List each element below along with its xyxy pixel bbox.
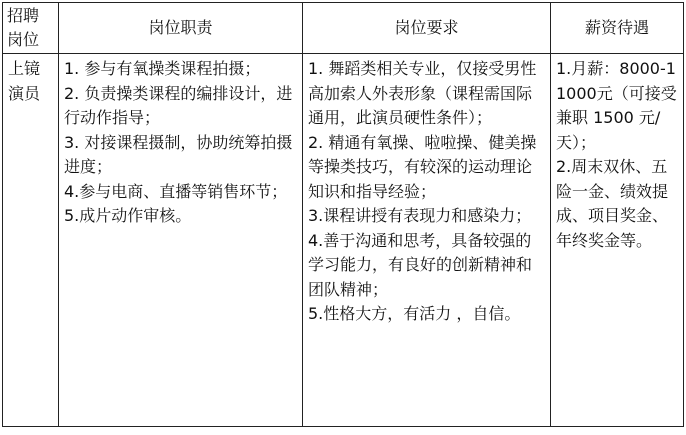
salary-item: 1.月薪：8000-11000元（可接受兼职 1500 元/天）； <box>556 59 677 152</box>
requirement-item: 5.性格大方，有活力 ，自信。 <box>308 304 521 323</box>
duty-item: 5.成片动作审核。 <box>64 206 192 225</box>
table-row <box>3 54 684 427</box>
header-salary: 薪资待遇 <box>551 3 684 54</box>
duties-cell <box>59 54 303 427</box>
duty-item: 1. 参与有氧操类课程拍摄； <box>64 59 261 78</box>
requirement-item: 1. 舞蹈类相关专业，仅接受男性高加索人外表形象（课程需国际通用，此演员硬性条件）； <box>308 59 537 127</box>
table-header-row <box>3 3 684 54</box>
salary-cell <box>551 54 684 427</box>
duty-item: 2. 负责操类课程的编排设计，进行动作指导； <box>64 83 293 127</box>
job-table <box>2 2 684 427</box>
salary-item: 2.周末双休、五险一金、绩效提成、项目奖金、年终奖金等。 <box>556 157 669 250</box>
requirements-cell <box>303 54 551 427</box>
requirement-item: 3.课程讲授有表现力和感染力； <box>308 206 532 225</box>
header-duties: 岗位职责 <box>59 3 303 54</box>
duty-item: 4.参与电商、直播等销售环节； <box>64 181 288 201</box>
requirement-item: 4.善于沟通和思考，具备较强的学习能力，有良好的创新精神和团队精神； <box>308 230 533 299</box>
header-position: 招聘岗位 <box>3 3 59 54</box>
position-cell: 上镜演员 <box>3 54 59 427</box>
requirement-item: 2. 精通有氧操、啦啦操、健美操等操类技巧，有较深的运动理论知识和指导经验； <box>308 132 537 201</box>
duty-item: 3. 对接课程摄制，协助统筹拍摄进度； <box>64 132 293 176</box>
header-requirements: 岗位要求 <box>303 3 551 54</box>
